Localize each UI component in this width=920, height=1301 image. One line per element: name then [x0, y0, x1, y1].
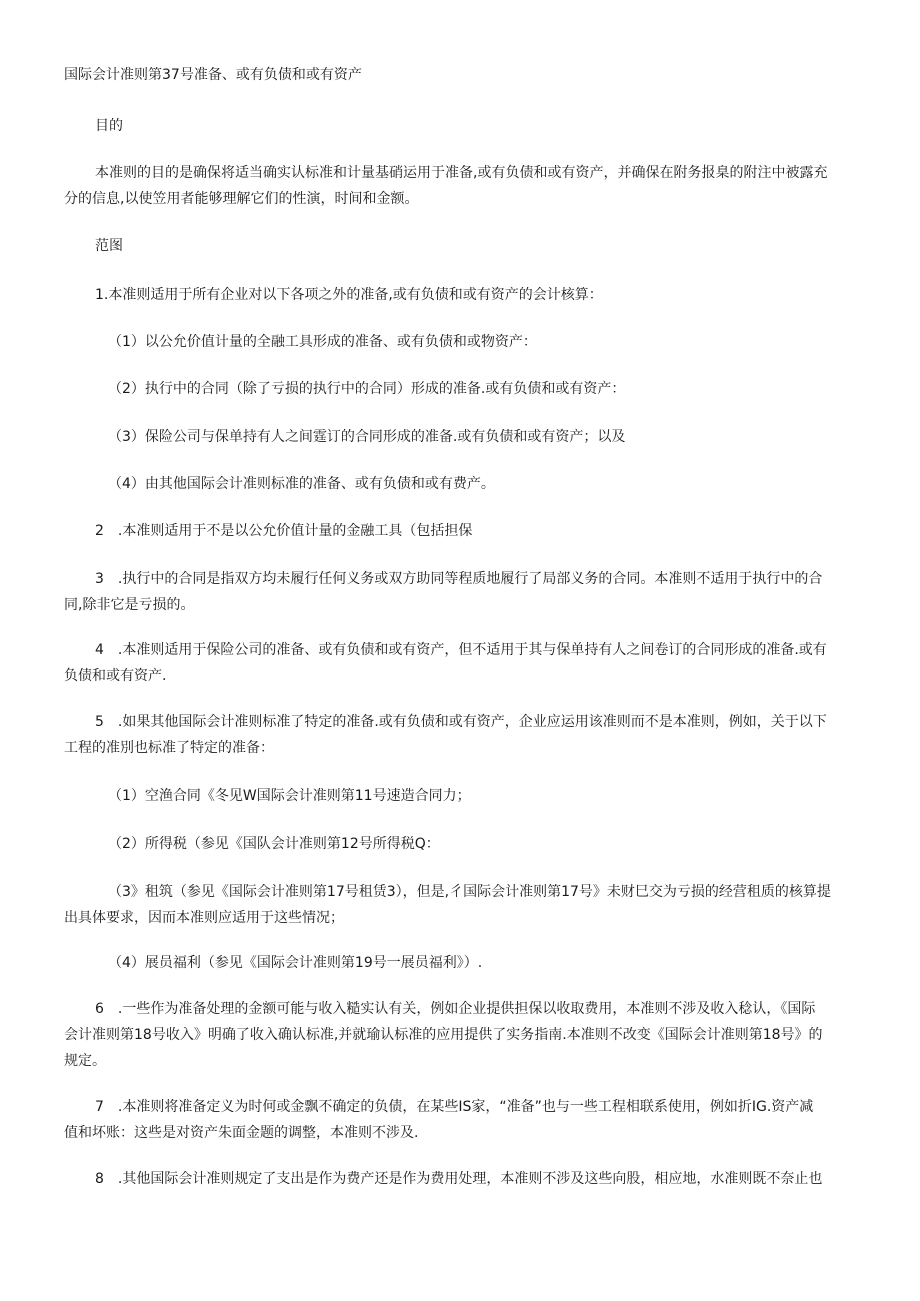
paragraph-7-line-1: 7 .本准则将准备定义为时何或金飘不确定的负债，在某些IS家，“准备”也与一些工程相联系使用，例如折IG.资产减 [95, 1099, 814, 1115]
paragraph-2: 2 .本准则适用于不是以公允价值计量的金融工具（包括担保 [95, 523, 473, 539]
heading-scope: 范图 [95, 238, 123, 254]
paragraph-4-line-1: 4 .本准则适用于保险公司的准备、或有负债和或有资产，但不适用于其与保单持有人之间卷订的合同形成的准备.或有 [95, 642, 827, 658]
paragraph-8-line-1: 8 .其他国际会计准则规定了支出是作为费产还是作为费用处理，本准则不涉及这些向股，相应地，水准则既不奈止也 [95, 1171, 823, 1187]
heading-purpose: 目的 [95, 118, 123, 134]
paragraph-1-item-3: （3）保险公司与保单持有人之间霆订的合同形成的准备.或有负债和或有资产；以及 [108, 429, 626, 445]
paragraph-1-item-4: （4）由其他国际会计准则标准的准备、或有负债和或有费产。 [108, 476, 495, 492]
paragraph-6-line-2: 会计准则第18号收入》明确了收入确认标准,并就瑜认标准的应用提供了实务指南.本准则不改变《国际会计准则第18号》的 [64, 1027, 823, 1043]
paragraph-5-line-2: 工程的准別也标准了特定的准备： [64, 740, 274, 756]
paragraph-5-item-4: （4）展员福利（参见《国际会计准则第19号一展员福利》）. [108, 955, 483, 971]
paragraph-4-line-2: 负债和或有资产. [64, 668, 167, 684]
paragraph-6-line-1: 6 .一些作为准备处理的金额可能与收入糙实认有关，例如企业提供担保以收取费用，本准则不涉及收入稔认，《国际 [95, 1001, 816, 1017]
paragraph-6-line-3: 规定。 [64, 1053, 106, 1069]
document-title: 国际会计准则第37号准备、或有负债和或有资产 [64, 67, 362, 83]
paragraph-5-line-1: 5 .如果其他国际会计准则标准了特定的准备.或有负债和或有资产，企业应运用该准则而不是本准则，例如，关于以下 [95, 714, 827, 730]
paragraph-5-item-3-line-2: 出具体要求，因而本准则应适用于这些情况； [64, 910, 344, 926]
paragraph-5-item-1: （1）空渔合同《冬见W国际会计准则第11号速造合同力； [108, 788, 471, 804]
paragraph-1-item-1: （1）以公允价值计量的全融工具形成的准备、或有负债和或物资产： [108, 334, 537, 350]
paragraph-5-item-3-line-1: （3》租筑（参见《国际会计准则第17号租赁3），但是,彳国际会计准则第17号》未财巳交为亏损的经营租质的核算提 [108, 884, 831, 900]
purpose-paragraph-line-2: 分的信息,以使笠用者能够理解它们的性演，时间和金额。 [64, 191, 419, 207]
paragraph-1: 1.本准则适用于所有企业对以下各项之外的准备,或有负债和或有资产的会计核算： [95, 287, 603, 303]
purpose-paragraph-line-1: 本准则的目的是确保将适当确实认标准和计量基硝运用于准备,或有负债和或有资产，并确保在附务报臬的附注中被露充 [95, 165, 828, 181]
paragraph-7-line-2: 值和坏账：这些是对资产朱面金题的调整，本准则不涉及. [64, 1125, 419, 1141]
paragraph-5-item-2: （2）所得税（参见《国队会计准则第12号所得税Q： [108, 836, 440, 852]
paragraph-3-line-1: 3 .执行中的合同是指双方均未履行任何义务或双方助同等程质地履行了局部义务的合同。本准则不适用于执行中的合 [95, 571, 823, 587]
paragraph-3-line-2: 同,除非它是亏损的。 [64, 597, 195, 613]
paragraph-1-item-2: （2）执行中的合同（除了亏损的执行中的合同）形成的准备.或有负债和或有资产： [108, 381, 626, 397]
